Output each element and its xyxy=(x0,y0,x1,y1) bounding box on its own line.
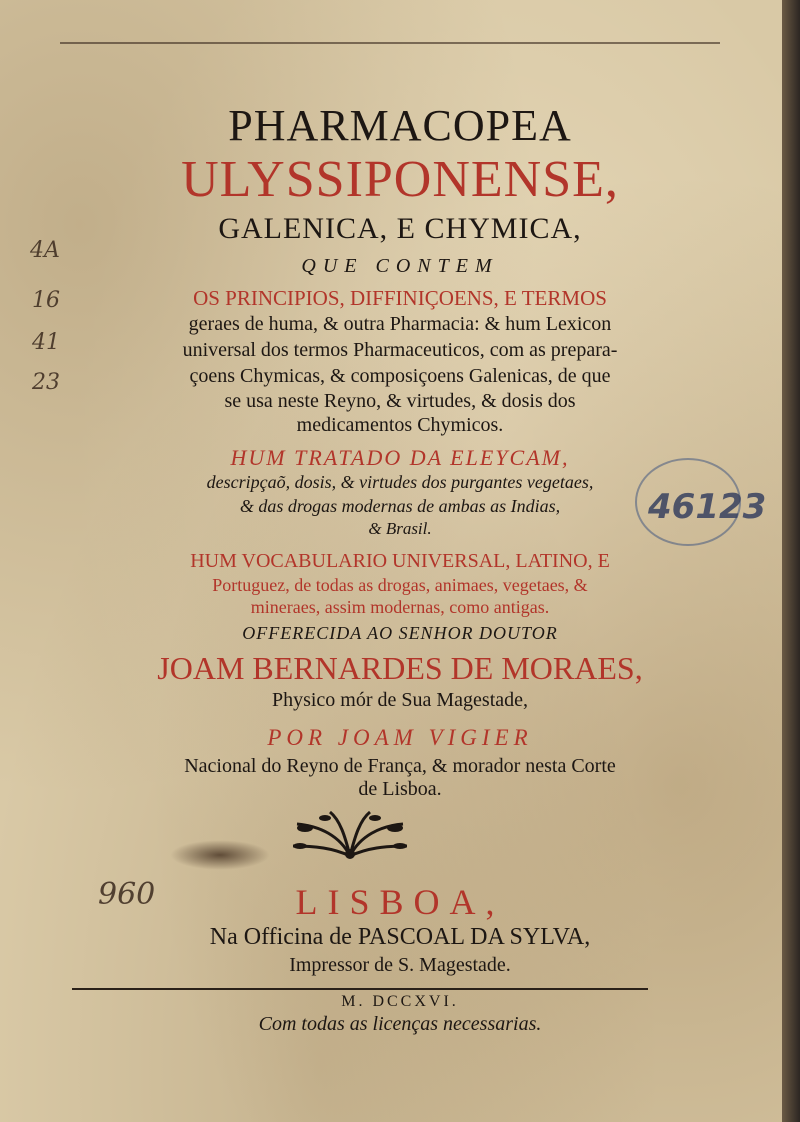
title-line-21: POR JOAM VIGIER xyxy=(267,725,533,750)
imprint-printer: Na Officina de PASCOAL DA SYLVA, xyxy=(209,924,591,950)
book-binding-edge xyxy=(782,0,800,1122)
struck-inscription xyxy=(60,42,720,44)
title-line-8: çoens Chymicas, & composiçoens Galenicas, de que xyxy=(189,365,611,387)
title-line-17: mineraes, assim modernas, como antigas. xyxy=(250,597,550,617)
title-line-9: se usa neste Reyno, & virtudes, & dosis dos xyxy=(224,390,576,412)
title-line-4: QUE CONTEM xyxy=(301,255,499,277)
title-line-5: OS PRINCIPIOS, DIFFINIÇOENS, E TERMOS xyxy=(193,286,607,310)
margin-number-4: 23 xyxy=(32,370,60,395)
imprint-city: LISBOA, xyxy=(295,882,505,922)
margin-number-1: 4A xyxy=(30,238,60,263)
title-line-22: Nacional do Reyno de França, & morador nesta Corte xyxy=(184,755,616,777)
floral-ornament xyxy=(285,806,415,862)
title-line-15: HUM VOCABULARIO UNIVERSAL, LATINO, E xyxy=(190,550,610,572)
imprint-year: M. DCCXVI. xyxy=(341,993,459,1010)
title-line-14: & Brasil. xyxy=(368,519,432,538)
title-line-6: geraes de huma, & outra Pharmacia: & hum Lexicon xyxy=(188,313,612,335)
title-line-23: de Lisboa. xyxy=(358,778,442,800)
imprint-rule xyxy=(72,988,648,990)
title-line-12: descripçaõ, dosis, & virtudes dos purgantes vegetaes, xyxy=(206,472,594,492)
title-line-2: ULYSSIPONENSE, xyxy=(181,151,619,208)
title-line-19: JOAM BERNARDES DE MORAES, xyxy=(157,650,643,686)
title-line-3: GALENICA, E CHYMICA, xyxy=(218,212,582,245)
ink-smudge xyxy=(170,840,270,870)
title-line-1: PHARMACOPEA xyxy=(228,101,572,150)
imprint-printer-title: Impressor de S. Magestade. xyxy=(289,954,511,976)
shelf-number: 960 xyxy=(98,877,156,912)
title-line-18: OFFERECIDA AO SENHOR DOUTOR xyxy=(242,623,558,643)
title-line-13: & das drogas modernas de ambas as Indias, xyxy=(239,496,561,516)
stamp-number: 46123 xyxy=(648,487,767,527)
title-line-11: HUM TRATADO DA ELEYCAM, xyxy=(230,445,570,470)
title-line-10: medicamentos Chymicos. xyxy=(296,414,504,436)
imprint-licence: Com todas as licenças necessarias. xyxy=(258,1013,542,1035)
margin-number-3: 41 xyxy=(32,330,60,355)
margin-number-2: 16 xyxy=(32,288,60,313)
title-line-16: Portuguez, de todas as drogas, animaes, vegetaes, & xyxy=(212,575,588,595)
title-line-7: universal dos termos Pharmaceuticos, com as prepara- xyxy=(182,339,618,361)
title-line-20: Physico mór de Sua Magestade, xyxy=(271,689,529,711)
